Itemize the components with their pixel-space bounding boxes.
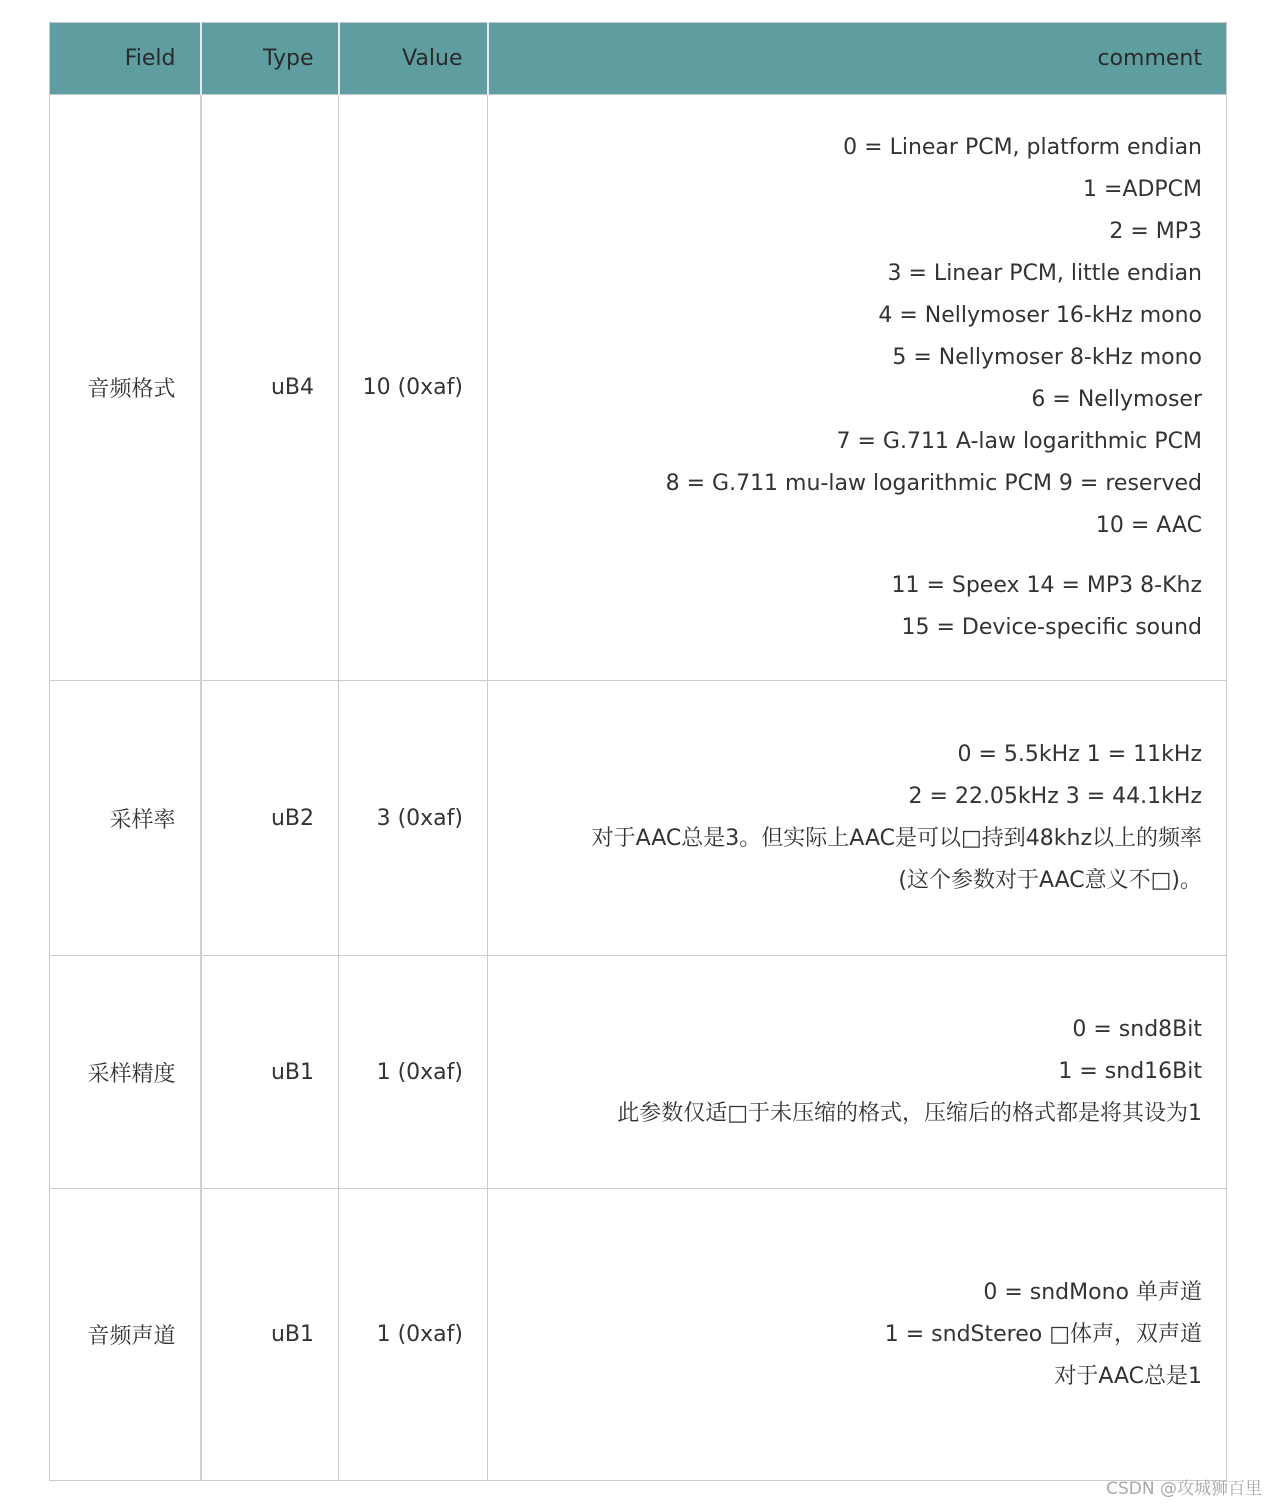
comment-line: 15 = Device-specific sound <box>901 614 1202 640</box>
cell-comment <box>488 681 1227 956</box>
comment-line: 2 = MP3 <box>1109 218 1202 244</box>
header-comment: comment <box>488 23 1227 95</box>
comment-lines <box>498 127 1202 649</box>
comment-line: 7 = G.711 A-law logarithmic PCM <box>836 428 1202 454</box>
comment-line: 1 = snd16Bit <box>1058 1059 1202 1084</box>
comment-line: 5 = Nellymoser 8-kHz mono <box>892 344 1202 370</box>
cell-value: 1 (0xaf) <box>339 956 488 1189</box>
comment-line: 0 = snd8Bit <box>1072 1017 1202 1042</box>
table-row <box>50 956 1227 1189</box>
cell-comment <box>488 95 1227 681</box>
table-row <box>50 681 1227 956</box>
comment-line: 0 = sndMono 单声道 <box>983 1279 1202 1305</box>
header-field: Field <box>50 23 201 95</box>
table-row <box>50 95 1227 681</box>
table-row <box>50 1189 1227 1481</box>
header-type: Type <box>201 23 339 95</box>
cell-comment <box>488 1189 1227 1481</box>
comment-line: (这个参数对于AAC意义不□)。 <box>898 868 1202 893</box>
audio-tag-table-container <box>49 22 1226 1481</box>
comment-line: 3 = Linear PCM, little endian <box>887 260 1202 286</box>
header-value: Value <box>339 23 488 95</box>
comment-lines <box>498 1272 1202 1398</box>
audio-tag-table <box>49 22 1227 1481</box>
comment-line: 0 = 5.5kHz 1 = 11kHz <box>957 742 1202 767</box>
cell-type: uB1 <box>201 1189 339 1481</box>
comment-line: 对于AAC总是1 <box>1054 1363 1202 1389</box>
comment-line: 此参数仅适□于未压缩的格式，压缩后的格式都是将其设为1 <box>617 1101 1202 1126</box>
comment-line: 4 = Nellymoser 16-kHz mono <box>878 302 1202 328</box>
comment-line: 1 =ADPCM <box>1082 176 1202 202</box>
cell-value: 1 (0xaf) <box>339 1189 488 1481</box>
cell-field: 采样率 <box>50 681 201 956</box>
comment-line: 6 = Nellymoser <box>1031 386 1202 412</box>
comment-line: 11 = Speex 14 = MP3 8-Khz <box>891 572 1202 598</box>
comment-line: 10 = AAC <box>1095 512 1202 538</box>
cell-comment <box>488 956 1227 1189</box>
cell-field: 采样精度 <box>50 956 201 1189</box>
cell-type: uB1 <box>201 956 339 1189</box>
cell-value: 10 (0xaf) <box>339 95 488 681</box>
comment-lines <box>498 734 1202 902</box>
comment-line: 对于AAC总是3。但实际上AAC是可以□持到48khz以上的频率 <box>591 826 1202 851</box>
cell-type: uB4 <box>201 95 339 681</box>
cell-value: 3 (0xaf) <box>339 681 488 956</box>
cell-field: 音频格式 <box>50 95 201 681</box>
table-header-row <box>50 23 1227 95</box>
cell-type: uB2 <box>201 681 339 956</box>
comment-lines <box>498 1009 1202 1135</box>
comment-line: 2 = 22.05kHz 3 = 44.1kHz <box>908 784 1202 809</box>
comment-line: 1 = sndStereo □体声，双声道 <box>884 1321 1202 1347</box>
comment-line: 0 = Linear PCM, platform endian <box>843 134 1202 160</box>
comment-line: 8 = G.711 mu-law logarithmic PCM 9 = reserved <box>665 470 1202 496</box>
watermark: CSDN @攻城狮百里 <box>1106 1479 1262 1499</box>
cell-field: 音频声道 <box>50 1189 201 1481</box>
